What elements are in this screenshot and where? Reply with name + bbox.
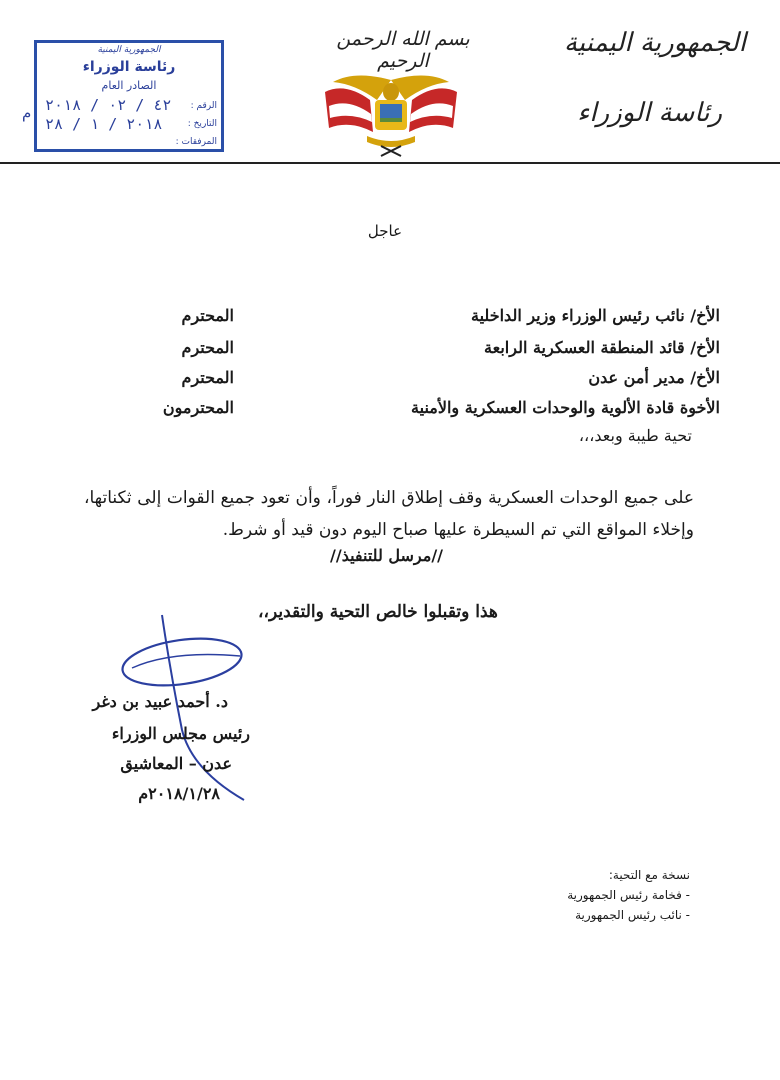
stamp-line-1: الجمهورية اليمنية <box>97 45 161 55</box>
basmala: بسم الله الرحمن الرحيم <box>336 28 470 72</box>
presidency-heading: رئاسة الوزراء <box>577 98 722 128</box>
stamp-line-2: رئاسة الوزراء <box>82 59 176 75</box>
signature-place: عدن – المعاشيق <box>120 754 232 773</box>
cc-heading: نسخة مع التحية: <box>608 868 690 882</box>
yemen-emblem-icon <box>315 62 467 158</box>
recipient-name: الأخ/ نائب رئيس الوزراء وزير الداخلية <box>471 306 720 325</box>
recipient-name: الأخ/ مدير أمن عدن <box>588 368 720 387</box>
stamp-suffix: م <box>22 104 32 122</box>
stamp-date-label: التاريخ : <box>187 119 217 129</box>
stamp-date-value: ٢٠١٨ / ١ / ٢٨ <box>45 115 163 133</box>
stamp-attachments-label: المرفقات : <box>175 137 217 147</box>
stamp-number-label: الرقم : <box>190 101 217 111</box>
signature-date: ٢٠١٨/١/٢٨م <box>138 784 220 803</box>
recipient-title: المحترم <box>181 338 234 357</box>
cc-item: - فخامة رئيس الجمهورية <box>567 888 690 902</box>
sent-for-execution: //مرسل للتنفيذ// <box>330 546 444 565</box>
signatory-position: رئيس مجلس الوزراء <box>111 724 250 743</box>
recipient-title: المحترم <box>181 368 234 387</box>
signatory-name: د. أحمد عبيد بن دغر <box>92 692 228 711</box>
republic-heading: الجمهورية اليمنية <box>563 28 746 58</box>
header-divider <box>0 162 780 164</box>
urgent-label: عاجل <box>367 222 403 240</box>
registry-stamp <box>34 40 224 152</box>
cc-item: - نائب رئيس الجمهورية <box>575 908 690 922</box>
closing-line: هذا وتقبلوا خالص التحية والتقدير،، <box>258 602 498 622</box>
recipient-name: الأخوة قادة الألوية والوحدات العسكرية والأمنية <box>411 398 720 417</box>
recipient-name: الأخ/ قائد المنطقة العسكرية الرابعة <box>484 338 720 357</box>
stamp-line-3: الصادر العام <box>101 79 157 92</box>
letter-body: على جميع الوحدات العسكرية وقف إطلاق النار فوراً، وأن تعود جميع القوات إلى ثكناتها، وإخلاء المواقع التي تم السيطرة عليها صباح اليوم دون قيد أو شرط. <box>84 488 694 540</box>
recipient-title: المحترم <box>181 306 234 325</box>
recipient-title: المحترمون <box>162 398 234 417</box>
greeting: تحية طيبة وبعد،،، <box>578 426 692 445</box>
stamp-number-value: ٤٢ / ٠٢ / ٢٠١٨ <box>45 96 172 114</box>
